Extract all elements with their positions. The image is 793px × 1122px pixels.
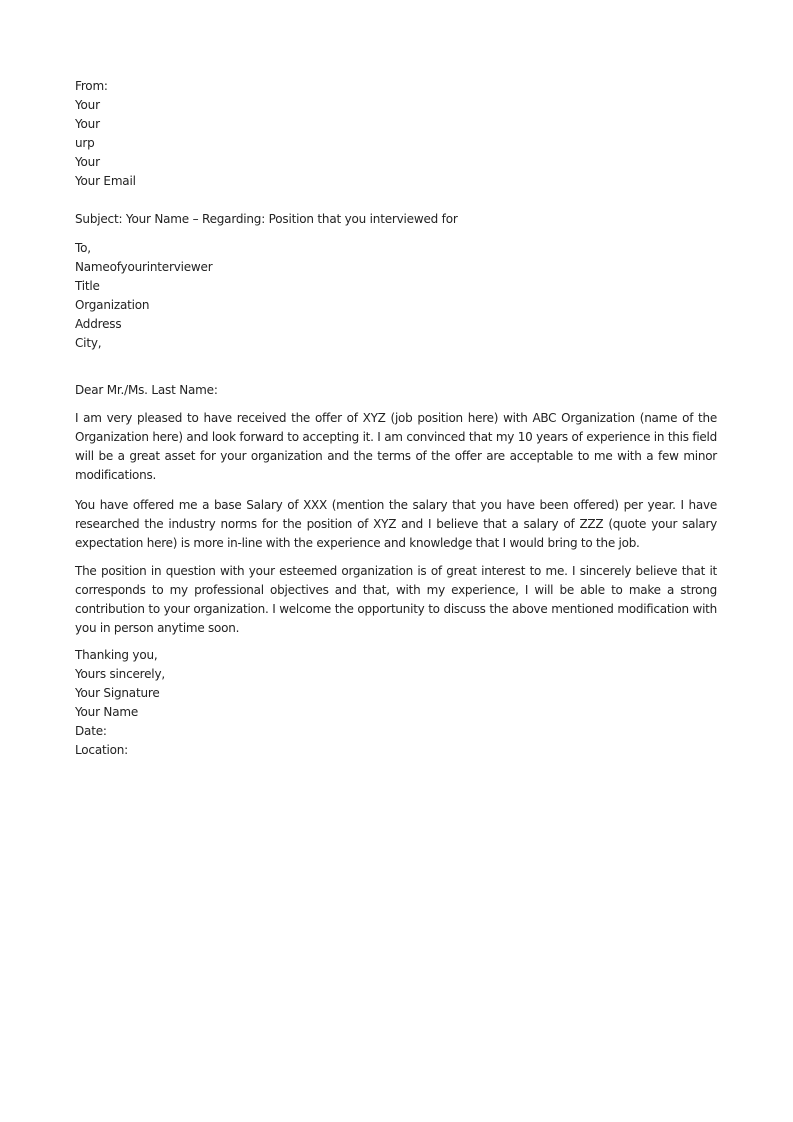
closing-date: Date:: [75, 724, 107, 738]
from-email: Your Email: [75, 174, 136, 188]
subject-line: Subject: Your Name – Regarding: Position that you interviewed for: [75, 212, 458, 226]
closing-signature: Your Signature: [75, 686, 160, 700]
body-paragraph-1: I am very pleased to have received the offer of XYZ (job position here) with ABC Organization (name of the Organization here) and look forward to accepting it. I am convinced that my 10 years of experience in this field will be a great asset for your organization and the terms of the offer are acceptable to me with a few minor modifications.: [75, 411, 717, 482]
salutation: Dear Mr./Ms. Last Name:: [75, 383, 218, 397]
from-line-3: urp: [75, 136, 95, 150]
to-city: City,: [75, 336, 102, 350]
closing-location: Location:: [75, 743, 128, 757]
closing-name: Your Name: [75, 705, 139, 719]
to-organization: Organization: [75, 298, 150, 312]
body-paragraph-3: The position in question with your esteemed organization is of great interest to me. I sincerely believe that it corresponds to my professional objectives and that, with my experience, I will be able to make a strong contribution to your organization. I welcome the opportunity to discuss the above mentioned modification with you in person anytime soon.: [75, 564, 717, 635]
closing-thanks: Thanking you,: [75, 648, 158, 662]
to-address: Address: [75, 317, 122, 331]
to-label: To,: [75, 241, 91, 255]
to-title: Title: [75, 279, 100, 293]
from-line-4: Your: [75, 155, 100, 169]
from-label: From:: [75, 79, 108, 93]
body-paragraph-2: You have offered me a base Salary of XXX (mention the salary that you have been offered) per year. I have researched the industry norms for the position of XYZ and I believe that a salary of ZZZ (quote your salary expectation here) is more in-line with the experience and knowledge that I would bring to the job.: [75, 498, 717, 550]
to-name: Nameofyourinterviewer: [75, 260, 213, 274]
from-line-2: Your: [75, 117, 100, 131]
closing-sincerely: Yours sincerely,: [75, 667, 165, 681]
from-line-1: Your: [75, 98, 100, 112]
